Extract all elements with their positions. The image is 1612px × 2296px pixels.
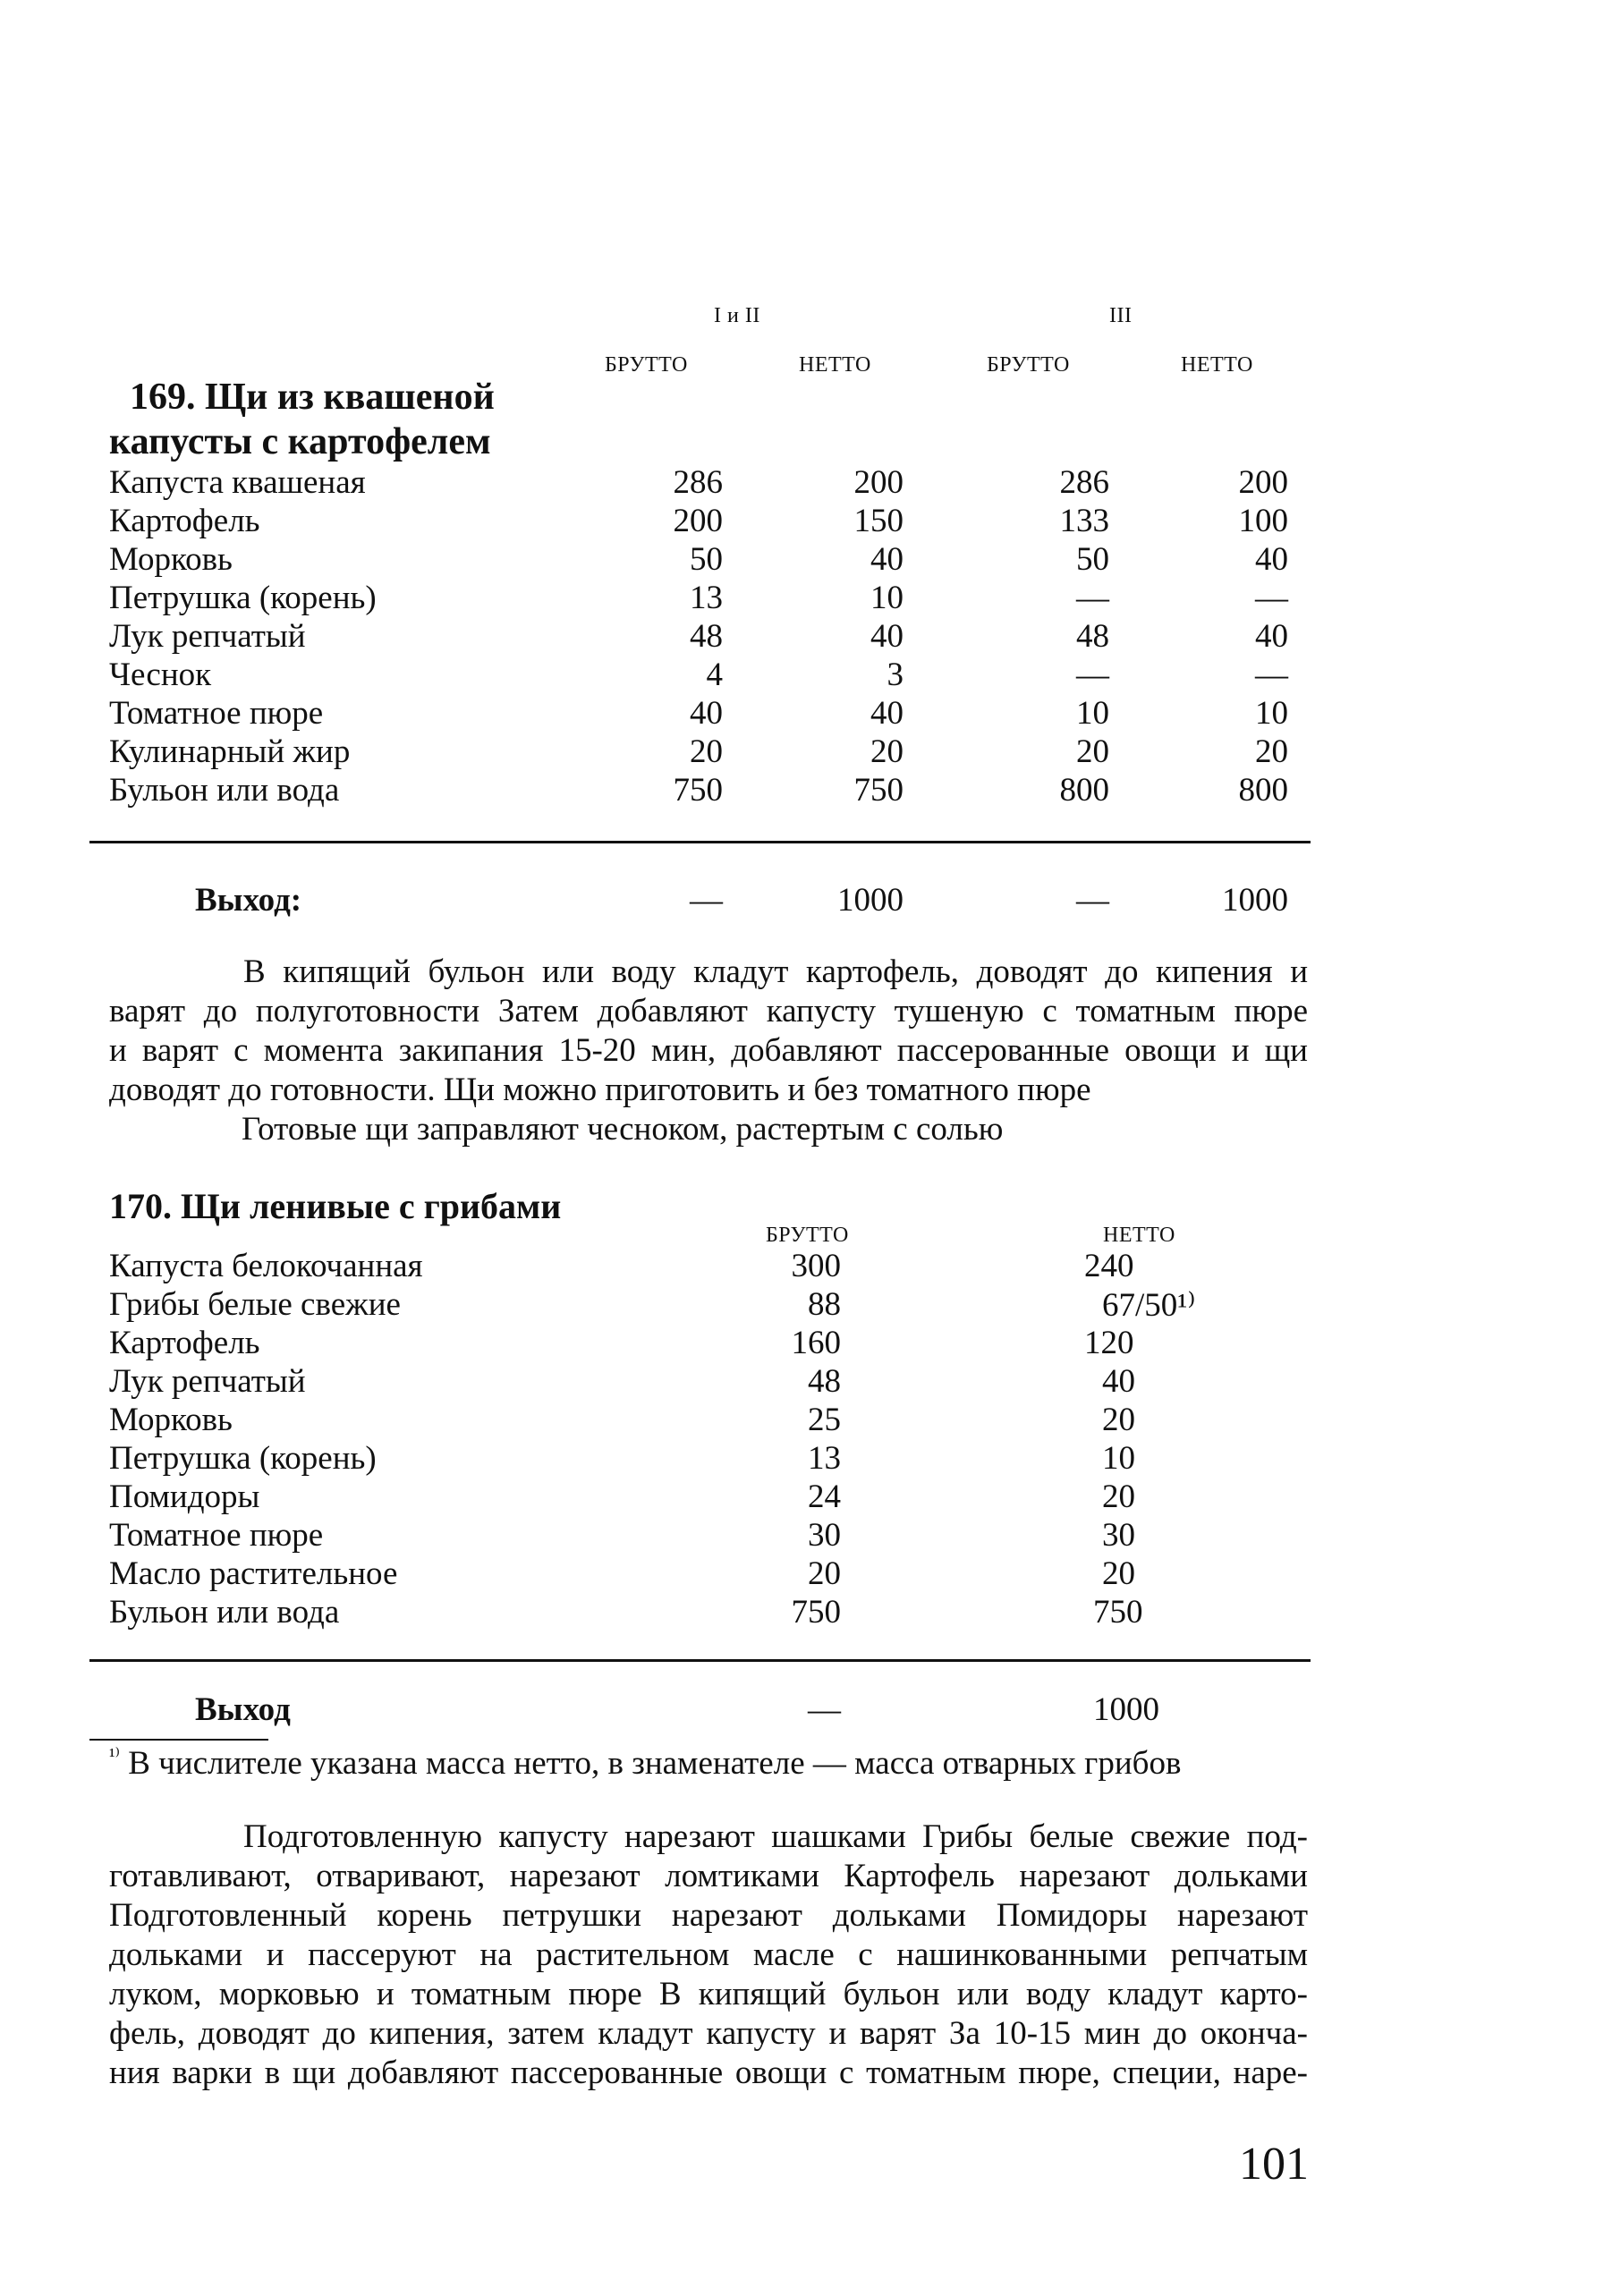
ingredient-name: Лук репчатый [109, 618, 306, 655]
ingredient-name: Морковь [109, 541, 233, 578]
brutto: 750 [791, 1594, 841, 1631]
brutto-iii: 286 [1059, 464, 1109, 501]
divider [89, 841, 1311, 843]
table-row [0, 1247, 1612, 1286]
brutto: 13 [808, 1440, 841, 1477]
ingredient-name: Томатное пюре [109, 1517, 324, 1554]
ingredient-name: Морковь [109, 1402, 233, 1438]
brutto: 20 [808, 1555, 841, 1592]
recipe-169-title-line1: 169. Щи из квашеной [130, 377, 495, 418]
netto-iii: 20 [1255, 733, 1288, 770]
netto: 20 [1102, 1402, 1135, 1438]
header-brutto: БРУТТО [766, 1224, 849, 1247]
footnote [109, 1744, 1181, 1783]
table-row [0, 502, 1612, 541]
recipe-169-title-line2: капусты с картофелем [109, 421, 491, 462]
yield-brutto-i-ii: — [690, 882, 723, 919]
yield-brutto: — [808, 1691, 841, 1728]
table-row [0, 771, 1612, 810]
brutto: 300 [791, 1248, 841, 1284]
netto-iii: 40 [1255, 541, 1288, 578]
footnote-rule [89, 1739, 268, 1741]
footnote-mark: ¹⁾ [109, 1744, 120, 1766]
ingredient-name: Масло растительное [109, 1555, 398, 1592]
brutto-iii: — [1076, 580, 1109, 616]
recipe-169-instructions [109, 953, 1308, 1149]
netto: 10 [1102, 1440, 1135, 1477]
table-row [0, 733, 1612, 772]
brutto-i-ii: 4 [706, 657, 723, 693]
text-line: ния варки в щи добавляют пассерованные овощи с томатным пюре, специи, наре- [109, 2055, 1308, 2091]
text-line: фель, доводят до кипения, затем кладут капусту и варят За 10-15 мин до оконча- [109, 2015, 1308, 2052]
netto-i-ii: 150 [853, 503, 904, 539]
divider [89, 1659, 1311, 1662]
brutto-i-ii: 750 [673, 772, 723, 809]
footnote-text: В числителе указана масса нетто, в знаменателе — масса отварных грибов [128, 1745, 1182, 1782]
recipe-170-title: 170. Щи ленивые с грибами [109, 1186, 562, 1226]
ingredient-name: Чеснок [109, 657, 212, 693]
yield-netto-i-ii: 1000 [837, 882, 904, 919]
ingredient-name: Картофель [109, 1325, 260, 1361]
netto-iii: 100 [1238, 503, 1288, 539]
netto-iii: 800 [1238, 772, 1288, 809]
netto-iii: — [1255, 580, 1288, 616]
table-row [0, 617, 1612, 657]
page-number: 101 [1239, 2139, 1309, 2190]
brutto-iii: 133 [1059, 503, 1109, 539]
netto: 20 [1102, 1478, 1135, 1515]
brutto: 88 [808, 1286, 841, 1323]
brutto-iii: 800 [1059, 772, 1109, 809]
netto-iii: 40 [1255, 618, 1288, 655]
text-line: варят до полуготовности Затем добавляют капусту тушеную с томатным пюре [109, 993, 1308, 1029]
brutto-i-ii: 200 [673, 503, 723, 539]
brutto-iii: 20 [1076, 733, 1109, 770]
text-line: Подготовленную капусту нарезают шашками Грибы белые свежие под- [243, 1818, 1308, 1855]
ingredient-name: Кулинарный жир [109, 733, 351, 770]
brutto-i-ii: 40 [690, 695, 723, 732]
table-row [0, 540, 1612, 580]
ingredient-name: Томатное пюре [109, 695, 324, 732]
table-row [0, 1401, 1612, 1440]
table-row [0, 1516, 1612, 1555]
netto: 20 [1102, 1555, 1135, 1592]
table-row [0, 694, 1612, 733]
brutto: 30 [808, 1517, 841, 1554]
brutto: 24 [808, 1478, 841, 1515]
netto-i-ii: 3 [887, 657, 904, 693]
table-row [0, 1324, 1612, 1363]
yield-netto-iii: 1000 [1222, 882, 1288, 919]
table-row [0, 1555, 1612, 1594]
header-brutto-1: БРУТТО [605, 353, 688, 377]
ingredient-name: Капуста квашеная [109, 464, 366, 501]
group-header-iii: III [1109, 304, 1133, 327]
text-line: Подготовленный корень петрушки нарезают дольками Помидоры нарезают [109, 1897, 1308, 1934]
netto-i-ii: 750 [853, 772, 904, 809]
header-brutto-3: БРУТТО [987, 353, 1070, 377]
recipe-170-instructions [109, 1817, 1308, 2093]
header-netto: НЕТТО [1103, 1224, 1175, 1247]
brutto-i-ii: 48 [690, 618, 723, 655]
netto-iii: 200 [1238, 464, 1288, 501]
netto-i-ii: 10 [870, 580, 904, 616]
netto-iii: 10 [1255, 695, 1288, 732]
netto: 40 [1102, 1363, 1135, 1400]
brutto-iii: 50 [1076, 541, 1109, 578]
yield-brutto-iii: — [1076, 882, 1109, 919]
header-netto-1: НЕТТО [799, 353, 871, 377]
ingredient-name: Петрушка (корень) [109, 580, 377, 616]
brutto: 160 [791, 1325, 841, 1361]
table-row [0, 1478, 1612, 1517]
ingredient-name: Помидоры [109, 1478, 260, 1515]
netto-i-ii: 40 [870, 541, 904, 578]
brutto-i-ii: 50 [690, 541, 723, 578]
netto-iii: — [1255, 657, 1288, 693]
ingredient-name: Капуста белокочанная [109, 1248, 423, 1284]
ingredient-name: Грибы белые свежие [109, 1286, 401, 1323]
netto-i-ii: 20 [870, 733, 904, 770]
netto: 120 [1084, 1325, 1134, 1361]
table-row [0, 1593, 1612, 1632]
brutto: 48 [808, 1363, 841, 1400]
ingredient-name: Бульон или вода [109, 772, 340, 809]
ingredient-name: Бульон или вода [109, 1594, 340, 1631]
netto-i-ii: 200 [853, 464, 904, 501]
netto: 30 [1102, 1517, 1135, 1554]
table-row [0, 579, 1612, 618]
text-line: луком, морковью и томатным пюре В кипящий бульон или воду кладут карто- [109, 1976, 1308, 2012]
group-header-i-ii: I и II [714, 304, 760, 327]
brutto-i-ii: 20 [690, 733, 723, 770]
text-line: В кипящий бульон или воду кладут картофель, доводят до кипения и [243, 953, 1308, 990]
table-row [0, 463, 1612, 503]
yield-label: Выход: [195, 882, 302, 919]
text-line: готавливают, отваривают, нарезают ломтиками Картофель нарезают дольками [109, 1858, 1308, 1894]
brutto: 25 [808, 1402, 841, 1438]
header-netto-3: НЕТТО [1181, 353, 1253, 377]
table-row [0, 1439, 1612, 1478]
brutto-iii: — [1076, 657, 1109, 693]
text-line: дольками и пассеруют на растительном масле с нашинкованными репчатым [109, 1936, 1308, 1973]
ingredient-name: Лук репчатый [109, 1363, 306, 1400]
text-line: доводят до готовности. Щи можно приготовить и без томатного пюре [109, 1072, 1091, 1108]
ingredient-name: Петрушка (корень) [109, 1440, 377, 1477]
brutto-i-ii: 13 [690, 580, 723, 616]
table-row [0, 656, 1612, 695]
brutto-iii: 48 [1076, 618, 1109, 655]
brutto-i-ii: 286 [673, 464, 723, 501]
ingredient-name: Картофель [109, 503, 260, 539]
yield-netto: 1000 [1093, 1691, 1159, 1728]
netto-i-ii: 40 [870, 695, 904, 732]
netto: 750 [1093, 1594, 1143, 1631]
text-line: Готовые щи заправляют чесноком, растертым с солью [242, 1111, 1004, 1148]
yield-label: Выход [195, 1691, 291, 1728]
netto: 67/50¹⁾ [1102, 1287, 1196, 1324]
brutto-iii: 10 [1076, 695, 1109, 732]
netto: 240 [1084, 1248, 1134, 1284]
text-line: и варят с момента закипания 15-20 мин, добавляют пассерованные овощи и щи [109, 1032, 1308, 1069]
netto-i-ii: 40 [870, 618, 904, 655]
table-row [0, 1362, 1612, 1402]
table-row [0, 1285, 1612, 1325]
